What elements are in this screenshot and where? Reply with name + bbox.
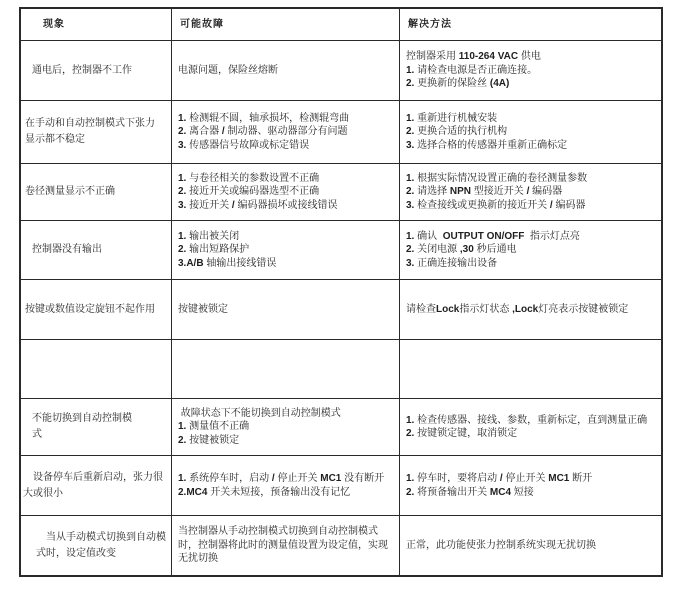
cell-line: 设备停车后重新启动，张力很 — [23, 471, 163, 483]
cell-line: 当控制器从手动控制模式切换到自动控制模式 — [178, 526, 378, 538]
cell-line: 2. 请选择 NPN 型接近开关 / 编码器 — [406, 186, 563, 198]
cell-line: 2. 更换合适的执行机构 — [406, 126, 508, 138]
cell-phenomenon — [21, 221, 172, 280]
cell-line: 1. 检查传感器、接线、参数，重新标定，直到测量正确 — [406, 414, 648, 426]
cell-solutions — [400, 456, 661, 516]
cell-line: 3. 正确连接输出设备 — [406, 257, 498, 269]
cell-phenomenon — [21, 516, 172, 575]
cell-faults — [172, 399, 400, 456]
cell-faults — [172, 280, 400, 340]
cell-line: 控制器没有输出 — [32, 244, 102, 255]
cell-faults — [172, 164, 400, 221]
cell-line: 3. 选择合格的传感器并重新正确标定 — [406, 139, 568, 151]
cell-phenomenon — [21, 41, 172, 101]
cell-faults — [172, 41, 400, 101]
header-cell-phenomenon — [21, 9, 172, 41]
cell-faults — [172, 101, 400, 164]
cell-line: 2. 按键锁定键，取消锁定 — [406, 428, 518, 439]
cell-line: 3. 传感器信号故障或标定错误 — [178, 139, 310, 151]
header-label: 解决方法 — [408, 18, 452, 30]
cell-line: 电源问题，保险丝熔断 — [178, 64, 278, 76]
cell-line: 不能切换到自动控制模 — [32, 413, 132, 424]
cell-solutions — [400, 280, 661, 340]
cell-line: 1. 输出被关闭 — [178, 230, 240, 242]
cell-solutions — [400, 164, 661, 221]
cell-line: 2. 更换新的保险丝 (4A) — [406, 78, 510, 90]
cell-line: 2. 关闭电源 ,30 秒后通电 — [406, 244, 517, 256]
header-label: 现象 — [43, 18, 65, 30]
cell-line: 按键或数值设定旋钮不起作用 — [25, 303, 155, 315]
cell-line: 时，控制器将此时的测量值设置为设定值，实现 — [178, 539, 388, 551]
cell-faults — [172, 516, 400, 575]
cell-line: 2. 输出短路保护 — [178, 244, 250, 256]
cell-faults — [172, 340, 400, 399]
cell-phenomenon — [21, 399, 172, 456]
cell-line: 2.MC4 开关未短接，预备输出没有记忆 — [178, 486, 351, 498]
cell-solutions — [400, 221, 661, 280]
cell-solutions — [400, 340, 661, 399]
cell-solutions — [400, 516, 661, 575]
header-label: 可能故障 — [180, 18, 224, 30]
cell-line: 3. 检查接线或更换新的接近开关 / 编码器 — [406, 199, 586, 211]
cell-line: 1. 确认 OUTPUT ON/OFF 指示灯点亮 — [406, 230, 580, 242]
cell-line: 请检查Lock指示灯状态 ,Lock灯亮表示按键被锁定 — [406, 303, 629, 315]
cell-line: 无扰切换 — [178, 553, 218, 565]
cell-solutions — [400, 399, 661, 456]
cell-line: 2. 将预备输出开关 MC4 短接 — [406, 486, 534, 498]
cell-line: 在手动和自动控制模式下张力 — [25, 118, 155, 129]
cell-line: 1. 停车时，要将启动 / 停止开关 MC1 断开 — [406, 473, 593, 485]
cell-line: 显示都不稳定 — [25, 134, 85, 145]
cell-line: 1. 根据实际情况设置正确的卷径测量参数 — [406, 172, 588, 184]
header-cell-possible-fault — [172, 9, 400, 41]
cell-line: 1. 请检查电源是否正确连接。 — [406, 64, 538, 76]
cell-line: 1. 与卷径相关的参数设置不正确 — [178, 172, 320, 184]
cell-line: 3. 接近开关 / 编码器损坏或接线错误 — [178, 199, 338, 211]
cell-line: 当从手动模式切换到自动模 — [36, 531, 166, 543]
cell-solutions — [400, 41, 661, 101]
cell-line: 1. 重新进行机械安装 — [406, 112, 498, 124]
cell-line: 2. 接近开关或编码器选型不正确 — [178, 186, 320, 198]
cell-phenomenon — [21, 164, 172, 221]
cell-line: 式时，设定值改变 — [36, 547, 116, 559]
cell-faults — [172, 221, 400, 280]
cell-line: 1. 检测辊不圆，轴承损坏，检测辊弯曲 — [178, 112, 350, 124]
cell-phenomenon — [21, 456, 172, 516]
header-cell-solution — [400, 9, 661, 41]
cell-line: 大或很小 — [23, 487, 63, 499]
cell-line: 控制器采用 110-264 VAC 供电 — [406, 51, 541, 63]
cell-phenomenon — [21, 280, 172, 340]
troubleshooting-table — [19, 7, 663, 577]
cell-line: 正常，此功能使张力控制系统实现无扰切换 — [406, 539, 596, 551]
cell-phenomenon — [21, 101, 172, 164]
cell-line: 故障状态下不能切换到自动控制模式 — [178, 407, 341, 419]
cell-line: 按键被锁定 — [178, 303, 228, 315]
cell-faults — [172, 456, 400, 516]
cell-line: 通电后，控制器不工作 — [32, 64, 132, 76]
cell-line: 2. 按键被锁定 — [178, 434, 240, 446]
cell-line: 1. 系统停车时，启动 / 停止开关 MC1 没有断开 — [178, 473, 385, 485]
cell-line: 1. 测量值不正确 — [178, 421, 250, 433]
cell-line: 3.A/B 轴输出接线错误 — [178, 257, 277, 269]
cell-phenomenon — [21, 340, 172, 399]
cell-line: 2. 离合器 / 制动器、驱动器部分有问题 — [178, 126, 348, 138]
cell-solutions — [400, 101, 661, 164]
cell-line: 式 — [32, 429, 42, 440]
cell-line: 卷径测量显示不正确 — [25, 186, 115, 197]
